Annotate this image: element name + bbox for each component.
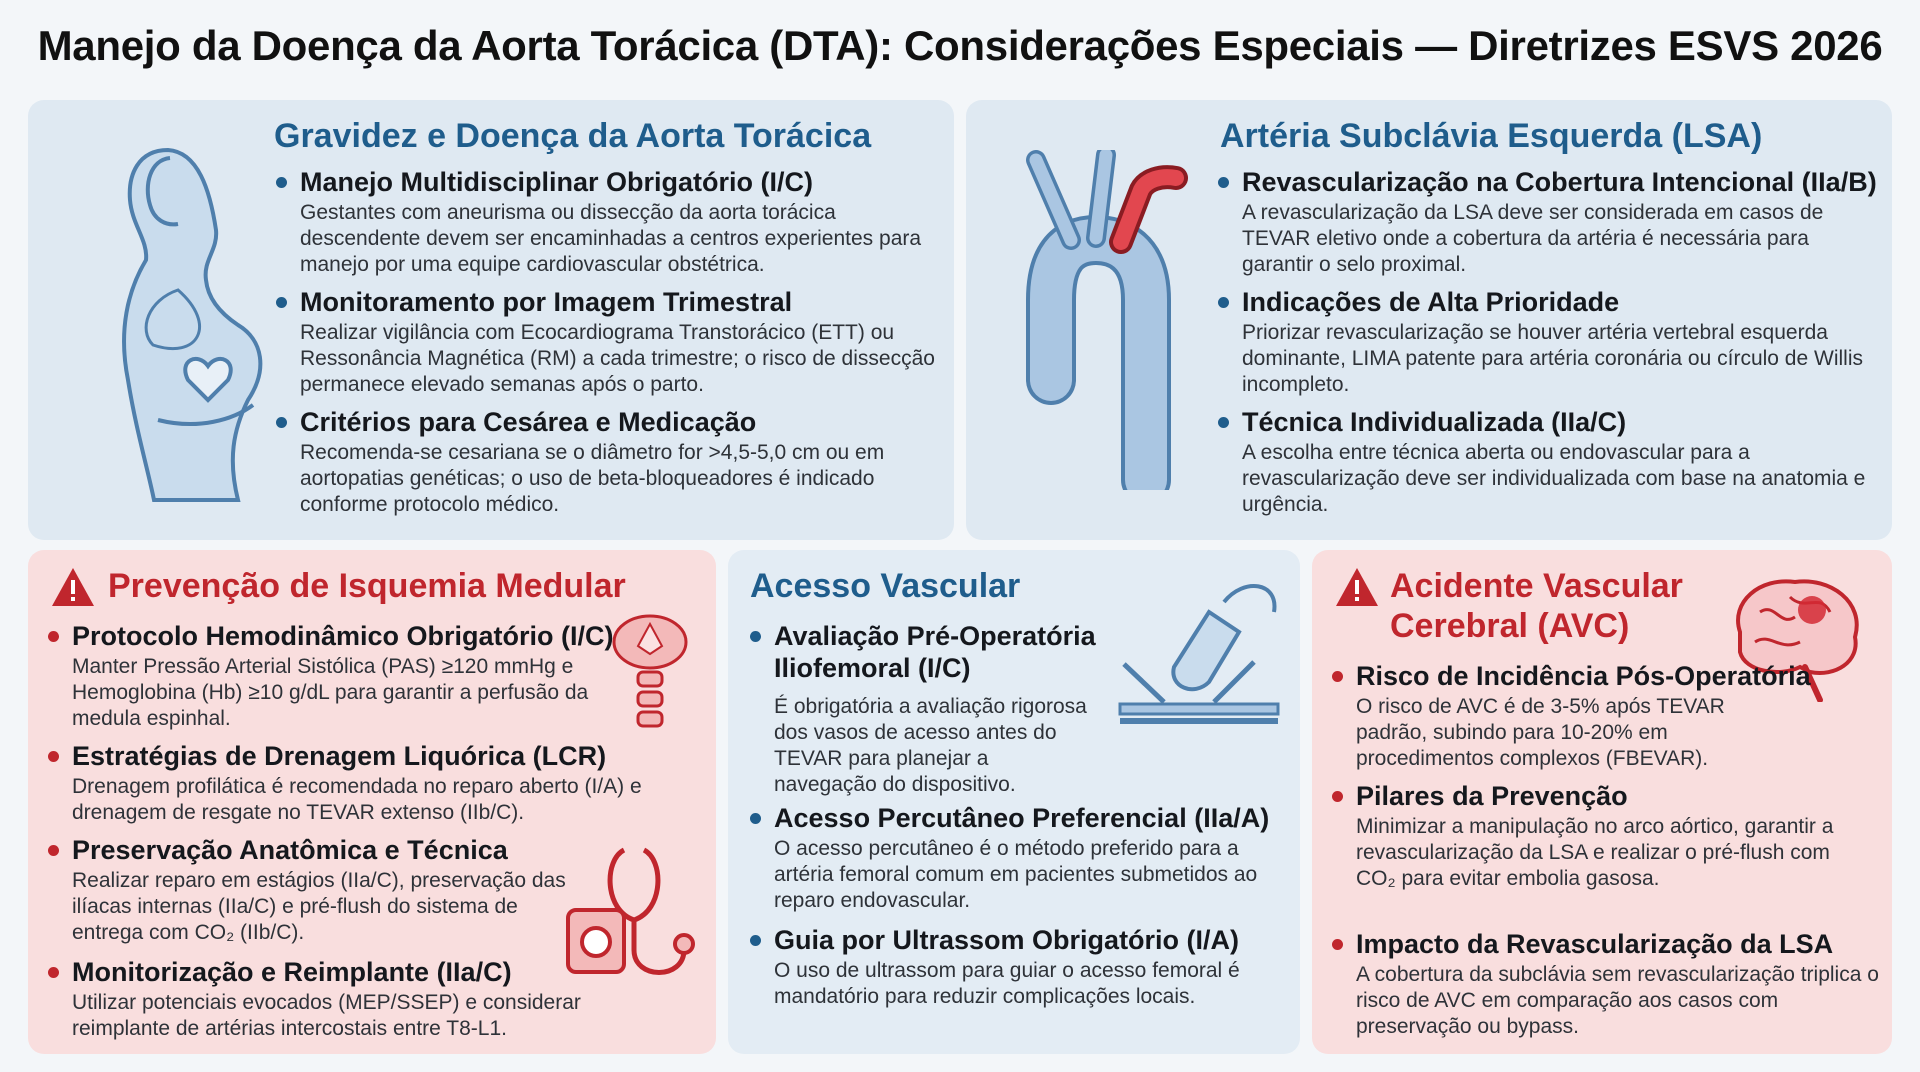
- item-text: O acesso percutâneo é o método preferido para a artéria femoral comum em pacientes submetidos ao reparo endovascular.: [774, 837, 1258, 912]
- item-heading-line: Iliofemoral (I/C): [774, 653, 971, 683]
- list-item: [1218, 286, 1878, 398]
- warning-icon: [1334, 566, 1380, 608]
- lsa-panel: [966, 100, 1892, 540]
- stroke-panel: [1312, 550, 1892, 1054]
- ultrasound-probe-icon: [1114, 572, 1284, 742]
- item-text-line: Minimizar a manipulação no arco aórtico, garantir a: [1356, 815, 1834, 838]
- stroke-title-line: Cerebral (AVC): [1390, 607, 1630, 645]
- item-text: Realizar vigilância com Ecocardiograma Transtorácico (ETT) ou Ressonância Magnética (RM) a cada trimestre; o risco de dissecção permanece elevado semanas após o parto.: [300, 321, 935, 396]
- item-text: A revascularização da LSA deve ser considerada em casos de TEVAR eletivo onde a cobertura da artéria é necessária para garantir o selo proximal.: [1242, 201, 1824, 276]
- item-heading: Pilares da Prevenção: [1332, 780, 1892, 812]
- item-text: O uso de ultrassom para guiar o acesso femoral é mandatório para reduzir complicações locais.: [774, 959, 1240, 1008]
- list-item: [750, 802, 1290, 914]
- item-text-line: TEVAR para planejar a: [774, 747, 989, 770]
- item-text-line: É obrigatória a avaliação rigorosa: [774, 695, 1087, 718]
- item-text: A escolha entre técnica aberta ou endovascular para a revascularização deve ser individualizada com base na anatomia e urgência.: [1242, 441, 1866, 516]
- page-title: Manejo da Doença da Aorta Torácica (DTA): Considerações Especiais — Diretrizes ESVS 2026: [37, 22, 1883, 69]
- pregnant-woman-icon: [58, 130, 278, 510]
- stroke-title: [1390, 566, 1683, 646]
- item-text-line: Realizar reparo em estágios (IIa/C), preservação das: [72, 869, 566, 892]
- pregnancy-title: Gravidez e Doença da Aorta Torácica: [274, 117, 872, 155]
- list-item: [1332, 780, 1892, 892]
- list-item: [48, 620, 628, 732]
- item-text: [1332, 814, 1892, 892]
- item-heading: [750, 620, 1120, 684]
- item-heading: Técnica Individualizada (IIa/C): [1218, 406, 1878, 438]
- item-text-line: CO₂ para evitar embolia gasosa.: [1356, 867, 1660, 890]
- list-item: [276, 406, 936, 518]
- list-item: [276, 166, 936, 278]
- item-text: Utilizar potenciais evocados (MEP/SSEP) e considerar reimplante de artérias intercostais entre T8-L1.: [72, 991, 581, 1040]
- aortic-arch-icon: [996, 150, 1196, 490]
- item-text-line: entrega com CO₂ (IIb/C).: [72, 921, 305, 944]
- item-text: A cobertura da subclávia sem revascularização triplica o risco de AVC em comparação aos casos com preservação ou bypass.: [1356, 963, 1879, 1038]
- item-heading: Revascularização na Cobertura Intencional (IIa/B): [1218, 166, 1878, 198]
- list-item: [1332, 928, 1892, 1040]
- item-heading: Estratégias de Drenagem Liquórica (LCR): [48, 740, 688, 772]
- item-text: Drenagem profilática é recomendada no reparo aberto (I/A) e drenagem de resgate no TEVAR extenso (IIb/C).: [72, 775, 642, 824]
- stroke-title-line: Acidente Vascular: [1390, 567, 1683, 605]
- item-heading: Indicações de Alta Prioridade: [1218, 286, 1878, 318]
- list-item: [750, 924, 1290, 1010]
- item-text-line: navegação do dispositivo.: [774, 773, 1016, 796]
- list-item: [1218, 406, 1878, 518]
- list-item: [48, 956, 668, 1042]
- item-heading: Monitoramento por Imagem Trimestral: [276, 286, 936, 318]
- item-heading: Manejo Multidisciplinar Obrigatório (I/C): [276, 166, 936, 198]
- access-panel: [728, 550, 1300, 1054]
- list-item: [1332, 660, 1872, 772]
- access-title: Acesso Vascular: [750, 567, 1021, 605]
- item-heading: Preservação Anatômica e Técnica: [48, 834, 628, 866]
- item-heading: Impacto da Revascularização da LSA: [1332, 928, 1892, 960]
- item-heading: Guia por Ultrassom Obrigatório (I/A): [750, 924, 1290, 956]
- list-item: [750, 620, 1120, 798]
- item-heading-line: Avaliação Pré-Operatória: [774, 621, 1096, 651]
- list-item: [48, 740, 688, 826]
- item-text: [48, 868, 628, 946]
- item-text-line: ilíacas internas (IIa/C) e pré-flush do sistema de: [72, 895, 518, 918]
- pregnancy-panel: [28, 100, 954, 540]
- item-heading: Acesso Percutâneo Preferencial (IIa/A): [750, 802, 1290, 834]
- item-text: Priorizar revascularização se houver artéria vertebral esquerda dominante, LIMA patente para artéria coronária ou círculo de Willis incompleto.: [1242, 321, 1863, 396]
- item-text: Recomenda-se cesariana se o diâmetro for >4,5-5,0 cm ou em aortopatias genéticas; o uso de beta-bloqueadores é indicado conforme protocolo médico.: [300, 441, 885, 516]
- item-text-line: dos vasos de acesso antes do: [774, 721, 1057, 744]
- spinal-panel: [28, 550, 716, 1054]
- warning-icon: [50, 566, 96, 608]
- list-item: [48, 834, 628, 946]
- item-text-line: revascularização da LSA e realizar o pré-flush com: [1356, 841, 1830, 864]
- item-heading: Monitorização e Reimplante (IIa/C): [48, 956, 668, 988]
- item-text: Manter Pressão Arterial Sistólica (PAS) ≥120 mmHg e Hemoglobina (Hb) ≥10 g/dL para garantir a perfusão da medula espinhal.: [72, 655, 589, 730]
- item-text: O risco de AVC é de 3-5% após TEVAR padrão, subindo para 10-20% em procedimentos complexos (FBEVAR).: [1356, 695, 1725, 770]
- item-text: [750, 694, 1120, 798]
- item-heading: Critérios para Cesárea e Medicação: [276, 406, 936, 438]
- list-item: [276, 286, 936, 398]
- spinal-title: Prevenção de Isquemia Medular: [108, 567, 626, 605]
- lsa-title: Artéria Subclávia Esquerda (LSA): [1220, 117, 1763, 155]
- item-heading: Protocolo Hemodinâmico Obrigatório (I/C): [48, 620, 628, 652]
- list-item: [1218, 166, 1878, 278]
- item-text: Gestantes com aneurisma ou dissecção da aorta torácica descendente devem ser encaminhadas a centros experientes para manejo por uma equipe cardiovascular obstétrica.: [300, 201, 922, 276]
- item-heading: Risco de Incidência Pós-Operatória: [1332, 660, 1872, 692]
